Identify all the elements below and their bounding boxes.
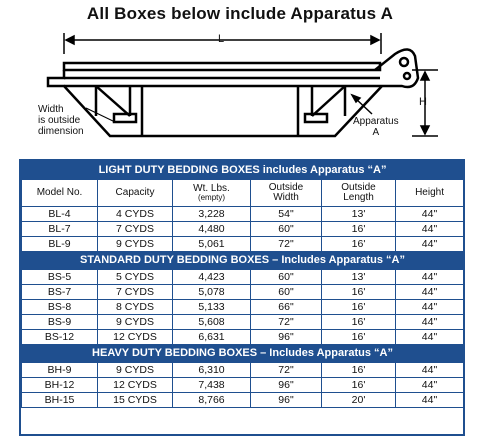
table-cell: 12 CYDS <box>98 330 173 345</box>
section-heading-row <box>22 252 464 270</box>
table-cell: BH-15 <box>22 393 98 408</box>
page-title: All Boxes below include Apparatus A <box>86 4 394 23</box>
column-header <box>173 180 251 207</box>
table-row <box>22 207 464 222</box>
table-cell: 16' <box>322 378 396 393</box>
width-note-line3: dimension <box>38 126 84 137</box>
section-heading: HEAVY DUTY BEDDING BOXES – Includes Apparatus “A” <box>22 345 464 363</box>
apparatus-label-line2: A <box>372 127 380 138</box>
table-cell: 16' <box>322 237 396 252</box>
table-cell: BS-12 <box>22 330 98 345</box>
column-header-label: Wt. Lbs. <box>193 183 230 194</box>
spec-table-frame <box>19 159 465 436</box>
table-cell: 5,078 <box>173 285 251 300</box>
table-cell: 44" <box>396 270 464 285</box>
table-cell: 72" <box>251 363 322 378</box>
column-header-label: Outside <box>341 182 376 193</box>
section-heading-row <box>22 345 464 363</box>
column-header-sublabel: (empty) <box>197 193 226 202</box>
width-note-line1: Width <box>38 104 64 115</box>
table-cell: 7,438 <box>173 378 251 393</box>
table-cell: 6,310 <box>173 363 251 378</box>
table-row <box>22 330 464 345</box>
column-header <box>322 180 396 207</box>
table-row <box>22 237 464 252</box>
apparatus-a-shape <box>375 49 418 87</box>
table-cell: 96" <box>251 378 322 393</box>
column-header <box>251 180 322 207</box>
table-cell: 16' <box>322 222 396 237</box>
table-cell: 15 CYDS <box>98 393 173 408</box>
table-cell: BL-4 <box>22 207 98 222</box>
section-heading: LIGHT DUTY BEDDING BOXES includes Apparatus “A” <box>22 162 464 180</box>
table-cell: 9 CYDS <box>98 363 173 378</box>
column-header-sublabel: Width <box>273 192 299 203</box>
table-cell: 5,061 <box>173 237 251 252</box>
column-header-row <box>22 180 464 207</box>
table-cell: 5,608 <box>173 315 251 330</box>
table-cell: 72" <box>251 315 322 330</box>
table-cell: 44" <box>396 237 464 252</box>
table-cell: 66" <box>251 300 322 315</box>
section-heading: STANDARD DUTY BEDDING BOXES – Includes Apparatus “A” <box>22 252 464 270</box>
table-cell: 96" <box>251 330 322 345</box>
table-cell: 44" <box>396 207 464 222</box>
apparatus-label-line1: Apparatus <box>353 116 399 127</box>
table-cell: 9 CYDS <box>98 315 173 330</box>
table-cell: 4,423 <box>173 270 251 285</box>
table-cell: BL-9 <box>22 237 98 252</box>
table-cell: 7 CYDS <box>98 222 173 237</box>
column-header <box>98 180 173 207</box>
apparatus-arrow <box>352 95 372 114</box>
table-cell: 44" <box>396 300 464 315</box>
table-cell: 60" <box>251 222 322 237</box>
height-label: H <box>419 96 427 108</box>
table-row <box>22 315 464 330</box>
column-header <box>396 180 464 207</box>
length-label: L <box>218 33 225 45</box>
table-cell: 20' <box>322 393 396 408</box>
section-heading-row <box>22 162 464 180</box>
table-cell: 44" <box>396 222 464 237</box>
table-row <box>22 393 464 408</box>
table-cell: BS-9 <box>22 315 98 330</box>
table-row <box>22 378 464 393</box>
table-cell: 16' <box>322 300 396 315</box>
column-header-label: Outside <box>268 182 304 193</box>
table-row <box>22 300 464 315</box>
table-cell: 16' <box>322 285 396 300</box>
bedding-box-diagram <box>0 26 480 158</box>
column-header <box>22 180 98 207</box>
spec-table <box>21 161 464 408</box>
table-cell: 5 CYDS <box>98 270 173 285</box>
table-cell: 12 CYDS <box>98 378 173 393</box>
table-cell: 96" <box>251 393 322 408</box>
table-cell: 60" <box>251 285 322 300</box>
table-cell: 6,631 <box>173 330 251 345</box>
width-note-line2: is outside <box>38 115 81 126</box>
table-cell: 44" <box>396 330 464 345</box>
table-cell: 16' <box>322 330 396 345</box>
width-note <box>38 104 84 137</box>
table-cell: 7 CYDS <box>98 285 173 300</box>
table-cell: 5,133 <box>173 300 251 315</box>
table-cell: 16' <box>322 363 396 378</box>
column-header-label: Height <box>415 187 444 198</box>
column-header-sublabel: Length <box>343 192 374 203</box>
table-cell: 4 CYDS <box>98 207 173 222</box>
table-cell: 8 CYDS <box>98 300 173 315</box>
table-cell: 44" <box>396 363 464 378</box>
table-cell: BS-5 <box>22 270 98 285</box>
table-cell: 16' <box>322 315 396 330</box>
table-cell: 13' <box>322 270 396 285</box>
table-cell: BS-8 <box>22 300 98 315</box>
table-cell: 44" <box>396 378 464 393</box>
table-cell: 4,480 <box>173 222 251 237</box>
column-header-label: Capacity <box>115 187 155 198</box>
table-row <box>22 285 464 300</box>
table-cell: BH-9 <box>22 363 98 378</box>
table-row <box>22 270 464 285</box>
table-cell: BS-7 <box>22 285 98 300</box>
table-row <box>22 363 464 378</box>
table-cell: 13' <box>322 207 396 222</box>
table-cell: 60" <box>251 270 322 285</box>
apparatus-label <box>353 116 399 138</box>
table-row <box>22 222 464 237</box>
table-cell: 54" <box>251 207 322 222</box>
table-cell: 44" <box>396 285 464 300</box>
table-cell: BL-7 <box>22 222 98 237</box>
table-cell: 44" <box>396 393 464 408</box>
table-cell: 44" <box>396 315 464 330</box>
table-cell: BH-12 <box>22 378 98 393</box>
table-cell: 72" <box>251 237 322 252</box>
table-cell: 9 CYDS <box>98 237 173 252</box>
table-cell: 3,228 <box>173 207 251 222</box>
column-header-label: Model No. <box>36 187 83 198</box>
table-cell: 8,766 <box>173 393 251 408</box>
